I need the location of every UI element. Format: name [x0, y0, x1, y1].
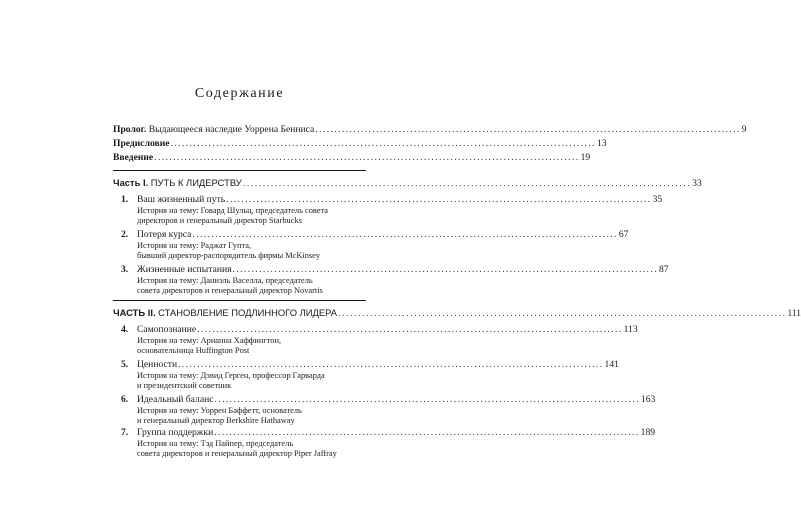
page-number: 111	[787, 309, 801, 319]
page-number: 67	[618, 229, 629, 240]
chapter-subtitle: История на тему: Уоррен Баффетт, основатель и генеральный директор Berkshire Hathaway	[137, 406, 302, 426]
section-divider	[113, 170, 366, 171]
leader-dots: ................................................................................................................	[214, 427, 640, 438]
toc-chapter-4[interactable]: 4. Самопознание ................................................................................................................ 113	[121, 324, 638, 335]
page-number: 13	[596, 138, 607, 149]
chapter-subtitle: История на тему: Тэд Пайпер, председатель совета директоров и генеральный директор Piper Jaffray	[137, 439, 337, 459]
toc-chapter-3[interactable]: 3. Жизненные испытания ................................................................................................................ 87	[121, 264, 669, 275]
leader-dots: ................................................................................................................	[197, 324, 623, 335]
page-number: 19	[580, 152, 591, 163]
chapter-subtitle: История на тему: Дэвид Герген, профессор Гарварда и президентский советник	[137, 371, 325, 391]
section-divider	[113, 300, 366, 301]
page-number: 163	[640, 394, 656, 405]
page-title: Содержание	[194, 86, 285, 101]
leader-dots: ................................................................................................................	[154, 152, 580, 163]
toc-chapter-7[interactable]: 7. Группа поддержки ................................................................................................................ 189	[121, 427, 656, 438]
chapter-subtitle: История на тему: Раджат Гупта, бывший директор-распорядитель фирмы McKinsey	[137, 241, 321, 261]
toc-entry-preface[interactable]: Предисловие ................................................................................................................ 13	[113, 138, 607, 149]
page-number: 35	[652, 194, 663, 205]
leader-dots: ................................................................................................................	[232, 264, 658, 275]
leader-dots: ................................................................................................................	[170, 138, 596, 149]
toc-part-1[interactable]: Часть I. ПУТЬ К ЛИДЕРСТВУ ................................................................................................................ 33	[113, 177, 702, 189]
page-number: 189	[640, 427, 656, 438]
toc-chapter-2[interactable]: 2. Потеря курса ................................................................................................................ 67	[121, 229, 629, 240]
leader-dots: ................................................................................................................	[178, 359, 604, 370]
page-number: 141	[604, 359, 619, 370]
page-number: 87	[658, 264, 669, 275]
chapter-subtitle: История на тему: Арианна Хаффингтон, основательница Huffington Post	[137, 336, 282, 356]
chapter-subtitle: История на тему: Даниэль Васелла, председатель совета директоров и генеральный директор Novartis	[137, 276, 323, 296]
page-number: 113	[623, 324, 638, 335]
leader-dots: ................................................................................................................	[242, 177, 692, 188]
toc-part-2[interactable]: ЧАСТЬ II. СТАНОВЛЕНИЕ ПОДЛИННОГО ЛИДЕРА ................................................................................................................ 111	[113, 307, 801, 319]
leader-dots: ................................................................................................................	[214, 394, 640, 405]
leader-dots: ................................................................................................................	[315, 124, 741, 135]
page-number: 9	[741, 124, 747, 135]
leader-dots: ................................................................................................................	[226, 194, 652, 205]
toc-entry-prologue[interactable]: Пролог. Выдающееся наследие Уоррена Бенниса ................................................................................................................ 9	[113, 124, 747, 135]
toc-chapter-1[interactable]: 1. Ваш жизненный путь ................................................................................................................ 35	[121, 194, 663, 205]
toc-chapter-6[interactable]: 6. Идеальный баланс ................................................................................................................ 163	[121, 394, 656, 405]
leader-dots: ................................................................................................................	[337, 307, 787, 318]
chapter-subtitle: История на тему: Говард Шульц, председатель совета директоров и генеральный директор Starbucks	[137, 206, 329, 226]
toc-chapter-5[interactable]: 5. Ценности ................................................................................................................ 141	[121, 359, 619, 370]
leader-dots: ................................................................................................................	[192, 229, 618, 240]
toc-entry-introduction[interactable]: Введение ................................................................................................................ 19	[113, 152, 591, 163]
page-number: 33	[692, 179, 702, 189]
